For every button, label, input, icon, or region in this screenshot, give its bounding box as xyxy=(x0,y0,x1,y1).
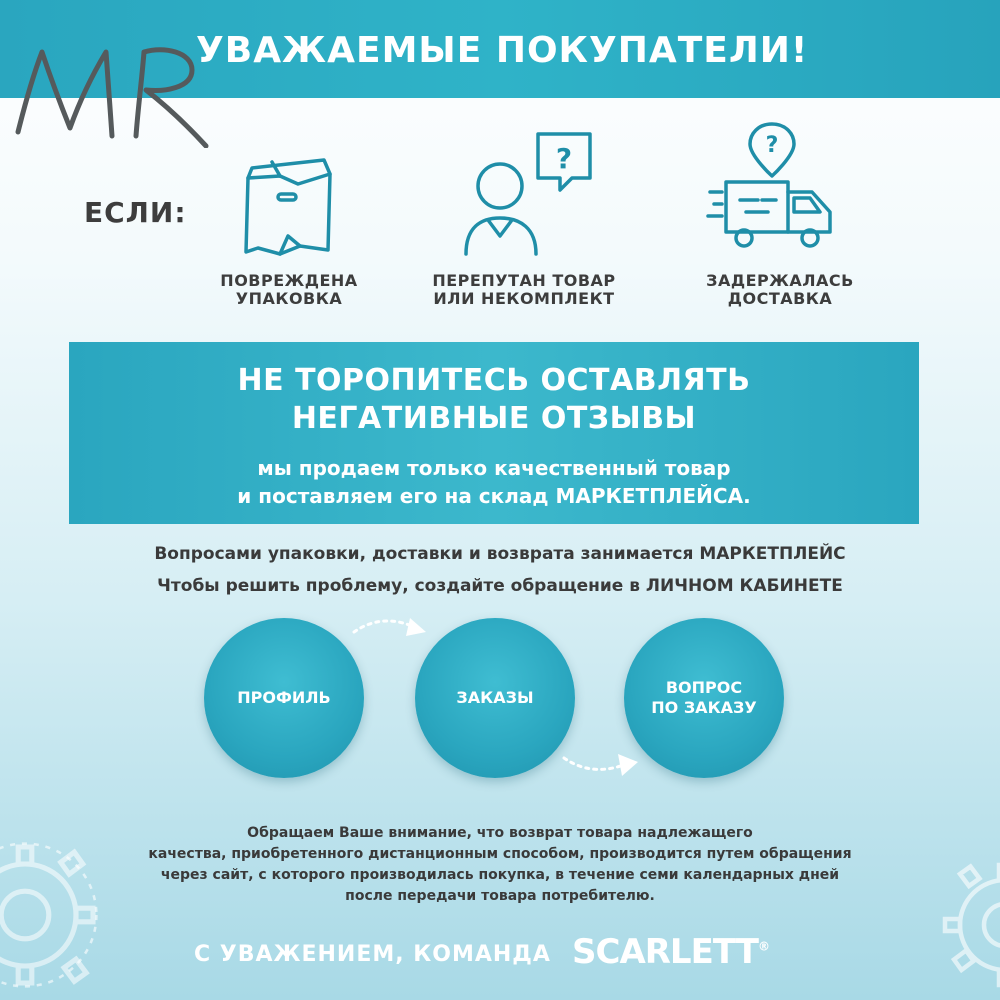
warning-banner xyxy=(69,342,919,524)
gear-icon-right xyxy=(930,850,1000,1000)
info-line-1: Вопросами упаковки, доставки и возврата занимается МАРКЕТПЛЕЙС xyxy=(154,544,846,564)
issue-caption-wrong-item: ПЕРЕПУТАН ТОВАР ИЛИ НЕКОМПЛЕКТ xyxy=(432,271,616,308)
damaged-box-icon xyxy=(240,154,336,258)
issue-caption-delivery: ЗАДЕРЖАЛАСЬ ДОСТАВКА xyxy=(706,271,854,308)
step-order-question: ВОПРОС ПО ЗАКАЗУ xyxy=(624,618,784,778)
arrow-right-icon-2 xyxy=(560,748,640,778)
intro-label: ЕСЛИ: xyxy=(84,196,187,229)
brand-logo: SCARLETT® xyxy=(572,932,770,972)
mr-logo-icon xyxy=(14,38,214,148)
step-profile: ПРОФИЛЬ xyxy=(204,618,364,778)
confused-person-icon xyxy=(460,128,596,258)
arrow-right-icon xyxy=(350,612,430,642)
return-policy-note: Обращаем Ваше внимание, что возврат товара надлежащего качества, приобретенного дистанционным способом, производится путем обращения через сайт, с которого производилась покупка, в течение семи календарных дней после передачи товара потребителю. xyxy=(148,825,852,904)
banner-heading: НЕ ТОРОПИТЕСЬ ОСТАВЛЯТЬ НЕГАТИВНЫЕ ОТЗЫВЫ xyxy=(237,363,751,436)
footer-signature: С УВАЖЕНИЕМ, КОМАНДА xyxy=(194,942,551,967)
step-orders: ЗАКАЗЫ xyxy=(415,618,575,778)
delivery-truck-icon xyxy=(706,120,838,256)
svg-text:?: ? xyxy=(765,133,779,158)
page-title: УВАЖАЕМЫЕ ПОКУПАТЕЛИ! xyxy=(196,30,809,71)
banner-subtext: мы продаем только качественный товар и поставляем его на склад МАРКЕТПЛЕЙСА. xyxy=(237,456,751,508)
svg-text:?: ? xyxy=(555,142,573,175)
info-line-2: Чтобы решить проблему, создайте обращение в ЛИЧНОМ КАБИНЕТЕ xyxy=(157,576,843,596)
issue-caption-packaging: ПОВРЕЖДЕНА УПАКОВКА xyxy=(220,271,358,308)
